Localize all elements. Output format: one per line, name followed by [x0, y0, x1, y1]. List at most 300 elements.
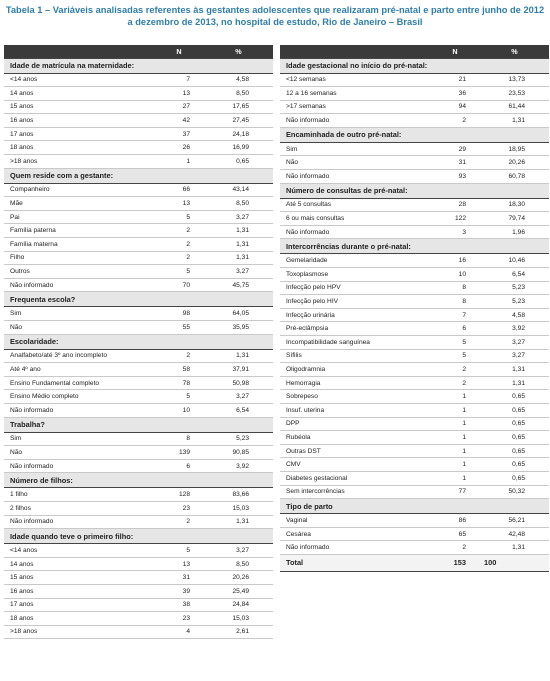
row-pct: 15,03 — [204, 612, 273, 626]
row-pct: 3,27 — [204, 265, 273, 279]
row-label: Outras DST — [280, 444, 430, 458]
row-label: Mãe — [4, 197, 154, 211]
table-row — [280, 444, 549, 458]
table-row — [4, 127, 273, 141]
table-row — [4, 612, 273, 626]
row-pct: 8,50 — [204, 87, 273, 101]
row-n: 2 — [154, 515, 204, 529]
row-label: Toxoplasmose — [280, 268, 430, 282]
table-row — [280, 336, 549, 350]
row-n: 94 — [430, 100, 480, 114]
row-n: 3 — [430, 225, 480, 239]
table-row — [280, 376, 549, 390]
table-row — [4, 100, 273, 114]
table-row — [4, 307, 273, 321]
row-label: Até 5 consultas — [280, 198, 430, 212]
section-header-row — [4, 168, 273, 183]
table-row — [280, 170, 549, 184]
row-n: 42 — [154, 114, 204, 128]
row-pct: 0,65 — [480, 458, 549, 472]
right-column — [280, 45, 549, 572]
table-title: Tabela 1 – Variáveis analisadas referentes às gestantes adolescentes que realizaram pré-natal e parto entre junho de 2012 a dezembro de 2013, no hospital de estudo, Rio de Janeiro – Brasil — [5, 5, 545, 27]
row-label: 12 a 16 semanas — [280, 87, 430, 101]
table-row — [280, 485, 549, 499]
row-n: 86 — [430, 514, 480, 528]
row-pct: 24,18 — [204, 127, 273, 141]
header-n: N — [430, 45, 480, 58]
left-column — [4, 45, 273, 639]
total-pct: 100 — [480, 554, 549, 571]
row-label: Ensino Fundamental completo — [4, 376, 154, 390]
table-row — [4, 557, 273, 571]
row-n: 70 — [154, 278, 204, 292]
row-pct: 3,27 — [204, 390, 273, 404]
row-pct: 56,21 — [480, 514, 549, 528]
row-pct: 6,54 — [480, 268, 549, 282]
row-n: 5 — [154, 265, 204, 279]
table-row — [4, 403, 273, 417]
row-label: 2 filhos — [4, 501, 154, 515]
row-n: 8 — [430, 295, 480, 309]
row-pct: 2,61 — [204, 625, 273, 639]
row-pct: 90,85 — [204, 446, 273, 460]
row-n: 21 — [430, 73, 480, 87]
row-n: 128 — [154, 488, 204, 502]
section-header-row — [280, 183, 549, 198]
row-label: Oligodramnia — [280, 363, 430, 377]
row-label: Não informado — [280, 114, 430, 128]
table-row — [280, 458, 549, 472]
row-pct: 13,73 — [480, 73, 549, 87]
row-n: 13 — [154, 557, 204, 571]
row-pct: 42,48 — [480, 527, 549, 541]
row-label: 6 ou mais consultas — [280, 212, 430, 226]
row-label: Sobrepeso — [280, 390, 430, 404]
row-pct: 60,78 — [480, 170, 549, 184]
row-n: 8 — [154, 432, 204, 446]
row-n: 1 — [430, 444, 480, 458]
row-pct: 17,65 — [204, 100, 273, 114]
section-title: Trabalha? — [4, 417, 273, 432]
section-header-row — [4, 417, 273, 432]
table-row — [280, 527, 549, 541]
row-n: 1 — [430, 471, 480, 485]
row-label: Insuf. uterina — [280, 403, 430, 417]
row-label: Sim — [280, 142, 430, 156]
row-pct: 3,27 — [480, 349, 549, 363]
row-pct: 1,31 — [204, 349, 273, 363]
row-pct: 1,31 — [480, 363, 549, 377]
section-header-row — [4, 334, 273, 349]
row-label: Sim — [4, 432, 154, 446]
row-pct: 20,26 — [480, 156, 549, 170]
row-pct: 15,03 — [204, 501, 273, 515]
row-label: Cesárea — [280, 527, 430, 541]
section-title: Número de filhos: — [4, 473, 273, 488]
row-pct: 1,96 — [480, 225, 549, 239]
row-n: 122 — [430, 212, 480, 226]
row-pct: 18,30 — [480, 198, 549, 212]
row-label: Analfabeto/até 3º ano incompleto — [4, 349, 154, 363]
row-n: 58 — [154, 363, 204, 377]
table-header-row — [280, 45, 549, 58]
row-n: 1 — [430, 431, 480, 445]
row-label: Sim — [4, 307, 154, 321]
row-n: 1 — [430, 403, 480, 417]
row-label: Ensino Médio completo — [4, 390, 154, 404]
table-row — [4, 141, 273, 155]
table-row — [280, 295, 549, 309]
row-label: >17 semanas — [280, 100, 430, 114]
row-label: Não informado — [4, 459, 154, 473]
row-n: 7 — [430, 308, 480, 322]
row-label: Diabetes gestacional — [280, 471, 430, 485]
row-label: >18 anos — [4, 155, 154, 169]
row-label: 18 anos — [4, 141, 154, 155]
table-row — [4, 197, 273, 211]
table-row — [280, 514, 549, 528]
row-pct: 0,65 — [480, 471, 549, 485]
row-n: 2 — [154, 238, 204, 252]
row-label: 17 anos — [4, 127, 154, 141]
table-row — [280, 431, 549, 445]
row-n: 2 — [154, 224, 204, 238]
row-pct: 1,31 — [204, 224, 273, 238]
row-label: DPP — [280, 417, 430, 431]
row-label: Sem intercorrências — [280, 485, 430, 499]
row-n: 5 — [154, 390, 204, 404]
table-row — [4, 363, 273, 377]
table-row — [4, 544, 273, 558]
row-label: CMV — [280, 458, 430, 472]
row-pct: 8,50 — [204, 197, 273, 211]
table-row — [280, 322, 549, 336]
row-n: 7 — [154, 73, 204, 87]
row-n: 6 — [430, 322, 480, 336]
table-row — [280, 349, 549, 363]
row-pct: 0,65 — [480, 431, 549, 445]
table-row — [4, 321, 273, 335]
row-n: 10 — [154, 403, 204, 417]
section-header-row — [280, 58, 549, 73]
row-pct: 43,14 — [204, 183, 273, 197]
row-n: 65 — [430, 527, 480, 541]
table-row — [4, 501, 273, 515]
row-pct: 16,99 — [204, 141, 273, 155]
row-pct: 27,45 — [204, 114, 273, 128]
row-label: Não — [280, 156, 430, 170]
row-pct: 1,31 — [480, 541, 549, 555]
section-title: Idade gestacional no início do pré-natal: — [280, 58, 549, 73]
row-pct: 83,66 — [204, 488, 273, 502]
table-row — [280, 142, 549, 156]
table-row — [280, 390, 549, 404]
row-label: 1 filho — [4, 488, 154, 502]
table-row — [4, 584, 273, 598]
header-pct: % — [480, 45, 549, 58]
section-title: Encaminhada de outro pré-natal: — [280, 127, 549, 142]
row-pct: 6,54 — [204, 403, 273, 417]
table-row — [4, 571, 273, 585]
row-pct: 64,05 — [204, 307, 273, 321]
row-pct: 3,27 — [204, 544, 273, 558]
row-label: Incompatibilidade sanguínea — [280, 336, 430, 350]
row-pct: 50,32 — [480, 485, 549, 499]
row-pct: 5,23 — [480, 295, 549, 309]
row-label: Infecção pelo HPV — [280, 281, 430, 295]
row-n: 29 — [430, 142, 480, 156]
section-header-row — [4, 529, 273, 544]
total-n: 153 — [430, 554, 480, 571]
section-title: Quem reside com a gestante: — [4, 168, 273, 183]
row-label: Vaginal — [280, 514, 430, 528]
row-label: Gemelaridade — [280, 254, 430, 268]
row-pct: 37,91 — [204, 363, 273, 377]
row-label: <12 semanas — [280, 73, 430, 87]
row-label: 15 anos — [4, 571, 154, 585]
section-title: Intercorrências durante o pré-natal: — [280, 239, 549, 254]
row-n: 23 — [154, 612, 204, 626]
row-pct: 3,92 — [204, 459, 273, 473]
row-pct: 25,49 — [204, 584, 273, 598]
row-label: Não informado — [4, 278, 154, 292]
row-pct: 20,26 — [204, 571, 273, 585]
row-pct: 50,98 — [204, 376, 273, 390]
table-row — [4, 446, 273, 460]
table-row — [4, 183, 273, 197]
section-title: Frequenta escola? — [4, 292, 273, 307]
table-row — [4, 432, 273, 446]
row-label: Não informado — [4, 403, 154, 417]
row-n: 1 — [430, 458, 480, 472]
row-n: 37 — [154, 127, 204, 141]
table-row — [280, 198, 549, 212]
row-n: 77 — [430, 485, 480, 499]
row-label: 15 anos — [4, 100, 154, 114]
row-label: 14 anos — [4, 557, 154, 571]
row-n: 27 — [154, 100, 204, 114]
row-n: 2 — [430, 376, 480, 390]
table-row — [280, 363, 549, 377]
row-pct: 0,65 — [480, 390, 549, 404]
row-pct: 45,75 — [204, 278, 273, 292]
row-label: Até 4º ano — [4, 363, 154, 377]
row-n: 31 — [430, 156, 480, 170]
header-pct: % — [204, 45, 273, 58]
row-n: 8 — [430, 281, 480, 295]
row-label: Pai — [4, 210, 154, 224]
section-title: Tipo de parto — [280, 499, 549, 514]
row-label: Pré-eclâmpsia — [280, 322, 430, 336]
row-pct: 23,53 — [480, 87, 549, 101]
row-pct: 3,92 — [480, 322, 549, 336]
row-n: 5 — [154, 210, 204, 224]
row-label: Hemorragia — [280, 376, 430, 390]
section-header-row — [4, 58, 273, 73]
row-pct: 3,27 — [204, 210, 273, 224]
row-n: 2 — [430, 363, 480, 377]
table-row — [4, 224, 273, 238]
table-row — [4, 376, 273, 390]
table-row — [280, 403, 549, 417]
row-label: Não informado — [280, 541, 430, 555]
table-row — [280, 156, 549, 170]
row-label: Não — [4, 321, 154, 335]
row-label: <14 anos — [4, 544, 154, 558]
row-pct: 1,31 — [204, 515, 273, 529]
row-n: 26 — [154, 141, 204, 155]
row-pct: 79,74 — [480, 212, 549, 226]
row-n: 78 — [154, 376, 204, 390]
row-n: 1 — [430, 417, 480, 431]
row-label: Filho — [4, 251, 154, 265]
row-label: 17 anos — [4, 598, 154, 612]
row-n: 36 — [430, 87, 480, 101]
table-row — [280, 471, 549, 485]
row-label: 16 anos — [4, 114, 154, 128]
table-row — [4, 390, 273, 404]
row-label: <14 anos — [4, 73, 154, 87]
row-label: 18 anos — [4, 612, 154, 626]
row-n: 139 — [154, 446, 204, 460]
section-header-row — [280, 127, 549, 142]
row-label: Família paterna — [4, 224, 154, 238]
total-label: Total — [280, 554, 430, 571]
row-pct: 24,84 — [204, 598, 273, 612]
row-pct: 0,65 — [480, 417, 549, 431]
row-label: Não informado — [280, 225, 430, 239]
row-pct: 35,95 — [204, 321, 273, 335]
row-pct: 10,46 — [480, 254, 549, 268]
row-n: 39 — [154, 584, 204, 598]
table-row — [4, 114, 273, 128]
row-pct: 5,23 — [480, 281, 549, 295]
row-n: 5 — [430, 336, 480, 350]
row-pct: 4,58 — [480, 308, 549, 322]
table-row — [280, 541, 549, 555]
row-label: 14 anos — [4, 87, 154, 101]
table-row — [4, 598, 273, 612]
row-label: Companheiro — [4, 183, 154, 197]
left-table — [4, 45, 273, 639]
row-n: 2 — [430, 114, 480, 128]
row-pct: 1,31 — [480, 376, 549, 390]
right-table — [280, 45, 549, 572]
row-pct: 1,31 — [204, 238, 273, 252]
row-n: 13 — [154, 197, 204, 211]
section-title: Idade quando teve o primeiro filho: — [4, 529, 273, 544]
row-n: 1 — [154, 155, 204, 169]
table-row — [4, 349, 273, 363]
section-header-row — [280, 499, 549, 514]
row-pct: 8,50 — [204, 557, 273, 571]
row-n: 55 — [154, 321, 204, 335]
section-header-row — [4, 473, 273, 488]
row-n: 6 — [154, 459, 204, 473]
row-pct: 1,31 — [480, 114, 549, 128]
table-row — [280, 417, 549, 431]
row-n: 28 — [430, 198, 480, 212]
right-table-body — [280, 45, 549, 554]
table-header-row — [4, 45, 273, 58]
row-n: 31 — [154, 571, 204, 585]
row-pct: 18,95 — [480, 142, 549, 156]
row-pct: 61,44 — [480, 100, 549, 114]
row-n: 98 — [154, 307, 204, 321]
table-row — [4, 515, 273, 529]
section-header-row — [4, 292, 273, 307]
table-row — [280, 225, 549, 239]
table-row — [280, 87, 549, 101]
section-title: Número de consultas de pré-natal: — [280, 183, 549, 198]
table-row — [4, 73, 273, 87]
row-n: 93 — [430, 170, 480, 184]
table-row — [280, 268, 549, 282]
row-n: 23 — [154, 501, 204, 515]
row-label: Não informado — [280, 170, 430, 184]
row-n: 2 — [430, 541, 480, 555]
row-label: Rubéola — [280, 431, 430, 445]
row-label: Outros — [4, 265, 154, 279]
section-header-row — [280, 239, 549, 254]
row-n: 5 — [430, 349, 480, 363]
section-title: Idade de matrícula na maternidade: — [4, 58, 273, 73]
row-pct: 0,65 — [204, 155, 273, 169]
table-row — [280, 281, 549, 295]
row-n: 16 — [430, 254, 480, 268]
table-row — [4, 265, 273, 279]
table-row — [280, 114, 549, 128]
table-row — [4, 459, 273, 473]
row-n: 5 — [154, 544, 204, 558]
table-row — [4, 210, 273, 224]
row-pct: 3,27 — [480, 336, 549, 350]
section-title: Escolaridade: — [4, 334, 273, 349]
row-pct: 0,65 — [480, 403, 549, 417]
table-row — [4, 155, 273, 169]
row-n: 2 — [154, 251, 204, 265]
row-n: 1 — [430, 390, 480, 404]
row-pct: 4,58 — [204, 73, 273, 87]
row-label: >18 anos — [4, 625, 154, 639]
left-table-body — [4, 45, 273, 639]
row-label: Sífilis — [280, 349, 430, 363]
row-n: 10 — [430, 268, 480, 282]
row-n: 4 — [154, 625, 204, 639]
row-pct: 1,31 — [204, 251, 273, 265]
row-label: Não informado — [4, 515, 154, 529]
table-row — [280, 100, 549, 114]
header-label-cell — [4, 45, 154, 58]
row-label: Infecção urinária — [280, 308, 430, 322]
row-n: 66 — [154, 183, 204, 197]
row-label: Não — [4, 446, 154, 460]
row-label: Família materna — [4, 238, 154, 252]
row-label: Infecção pelo HIV — [280, 295, 430, 309]
header-n: N — [154, 45, 204, 58]
table-row — [280, 308, 549, 322]
table-row — [280, 73, 549, 87]
table-row — [4, 488, 273, 502]
table-row — [4, 625, 273, 639]
row-label: 16 anos — [4, 584, 154, 598]
row-pct: 0,65 — [480, 444, 549, 458]
total-row — [280, 554, 549, 571]
table-row — [280, 254, 549, 268]
row-pct: 5,23 — [204, 432, 273, 446]
row-n: 2 — [154, 349, 204, 363]
table-row — [4, 251, 273, 265]
